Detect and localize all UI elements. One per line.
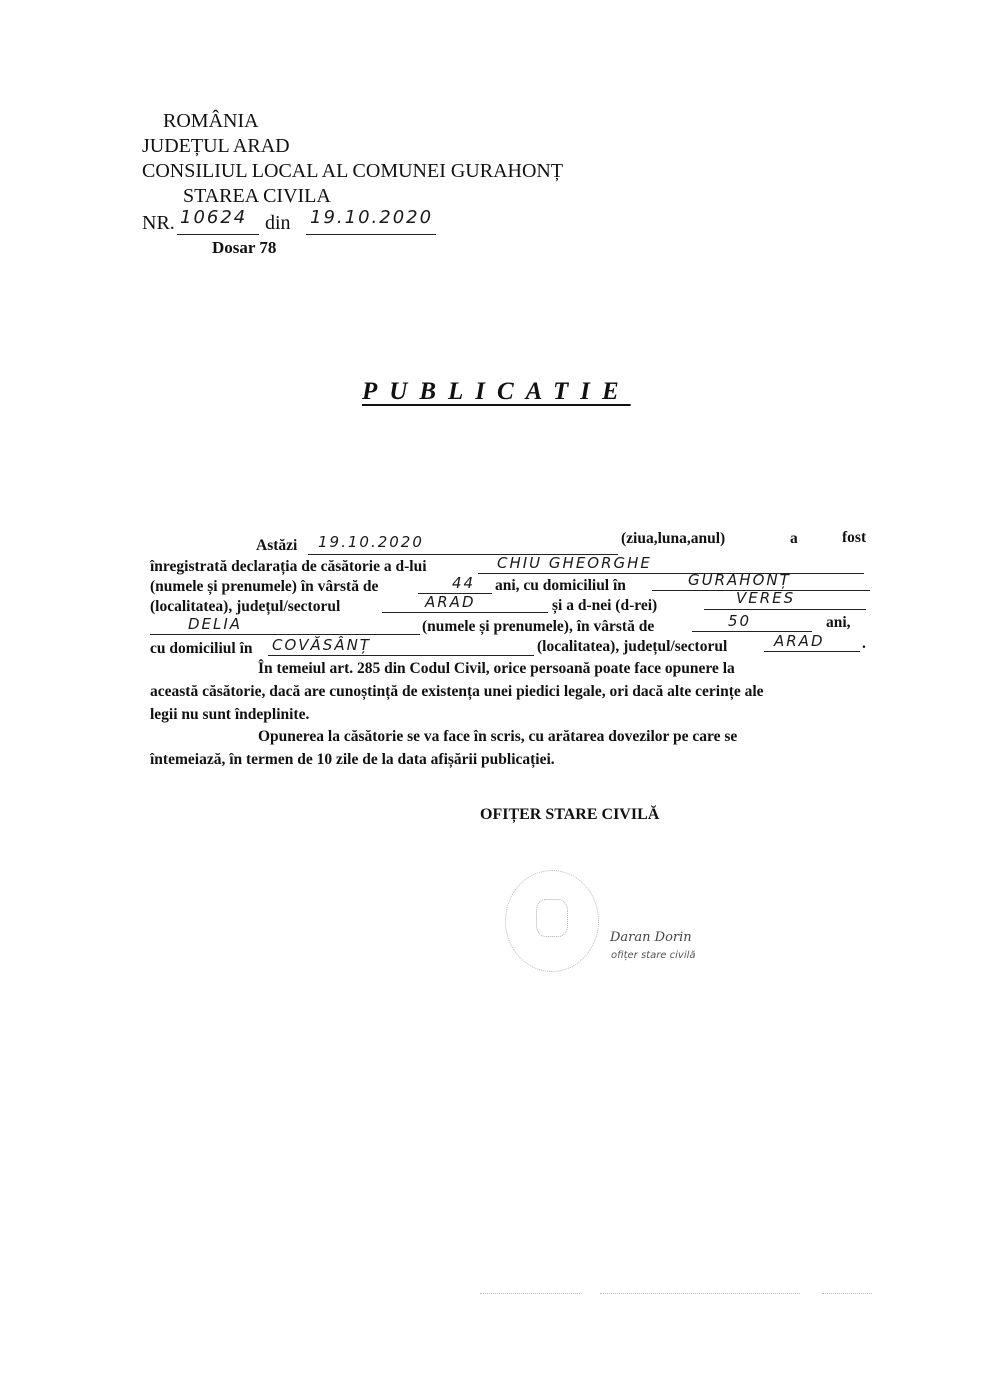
line3-mid: ani, cu domiciliul în xyxy=(495,577,626,594)
page-title: PUBLICATIE xyxy=(362,378,631,405)
groom-name-blank xyxy=(478,573,864,574)
scan-artifact-line xyxy=(600,1293,800,1294)
line5-mid: (numele și prenumele), în vârstă de xyxy=(422,618,655,635)
signer-role: ofițer stare civilă xyxy=(611,950,696,961)
line6-prefix: cu domiciliul în xyxy=(150,640,253,657)
line4-prefix: (localitatea), județul/sectorul xyxy=(150,598,341,615)
nr-blank xyxy=(177,234,259,235)
fost-label: fost xyxy=(842,529,867,546)
groom-county: ARAD xyxy=(425,593,476,611)
bride-surname: VERES xyxy=(736,589,796,607)
county-name: JUDEȚUL ARAD xyxy=(142,135,290,157)
date-hint: (ziua,luna,anul) xyxy=(621,530,726,547)
bride-county: ARAD xyxy=(774,632,825,650)
astazi-label: Astăzi xyxy=(256,537,298,554)
bride-locality-blank xyxy=(268,655,534,656)
groom-age: 44 xyxy=(452,574,476,592)
scan-artifact-line xyxy=(480,1293,580,1294)
paragraph1-line3: legii nu sunt îndeplinite. xyxy=(150,706,310,723)
date-blank xyxy=(306,234,436,235)
paragraph1-line2: această căsătorie, dacă are cunoștință de existența unei piedici legale, ori dacă alte cerințe ale xyxy=(150,683,764,700)
dosar-number: Dosar 78 xyxy=(212,238,277,257)
bride-county-blank xyxy=(764,651,860,652)
bride-surname-blank xyxy=(704,609,866,610)
paragraph2-line2: întemeiază, în termen de 10 zile de la data afișării publicației. xyxy=(150,751,555,768)
line6-end: . xyxy=(862,635,866,652)
bride-firstname-blank xyxy=(150,634,420,635)
officer-title: OFIȚER STARE CIVILĂ xyxy=(480,806,660,823)
line5-end: ani, xyxy=(826,614,851,631)
line2-prefix: înregistrată declarația de căsătorie a d-lui xyxy=(150,558,427,575)
paragraph1-line1: În temeiul art. 285 din Codul Civil, orice persoană poate face opunere la xyxy=(258,660,735,677)
groom-county-blank xyxy=(382,612,548,613)
line4-mid: și a d-nei (d-rei) xyxy=(552,597,658,614)
groom-name: CHIU GHEORGHE xyxy=(497,554,652,572)
nr-value: 10624 xyxy=(180,207,248,228)
document-date: 19.10.2020 xyxy=(310,207,434,228)
bride-locality: COVĂSÂNȚ xyxy=(272,636,371,654)
din-label: din xyxy=(265,212,291,234)
line6-mid: (localitatea), județul/sectorul xyxy=(537,638,728,655)
country-name: ROMÂNIA xyxy=(163,110,259,132)
nr-label: NR. xyxy=(142,212,175,234)
line3-prefix: (numele și prenumele) în vârstă de xyxy=(150,578,379,595)
bride-firstname: DELIA xyxy=(188,615,243,633)
council-name: CONSILIUL LOCAL AL COMUNEI GURAHONȚ xyxy=(142,160,564,182)
official-stamp xyxy=(505,870,599,972)
signer-name: Daran Dorin xyxy=(610,930,692,945)
groom-locality: GURAHONȚ xyxy=(688,571,791,589)
a-label: a xyxy=(790,530,798,547)
astazi-value: 19.10.2020 xyxy=(318,533,424,551)
department-name: STAREA CIVILA xyxy=(183,185,331,207)
paragraph2-line1: Opunerea la căsătorie se va face în scris, cu arătarea dovezilor pe care se xyxy=(258,728,738,745)
scan-artifact-line xyxy=(822,1293,872,1294)
bride-age: 50 xyxy=(728,612,752,630)
